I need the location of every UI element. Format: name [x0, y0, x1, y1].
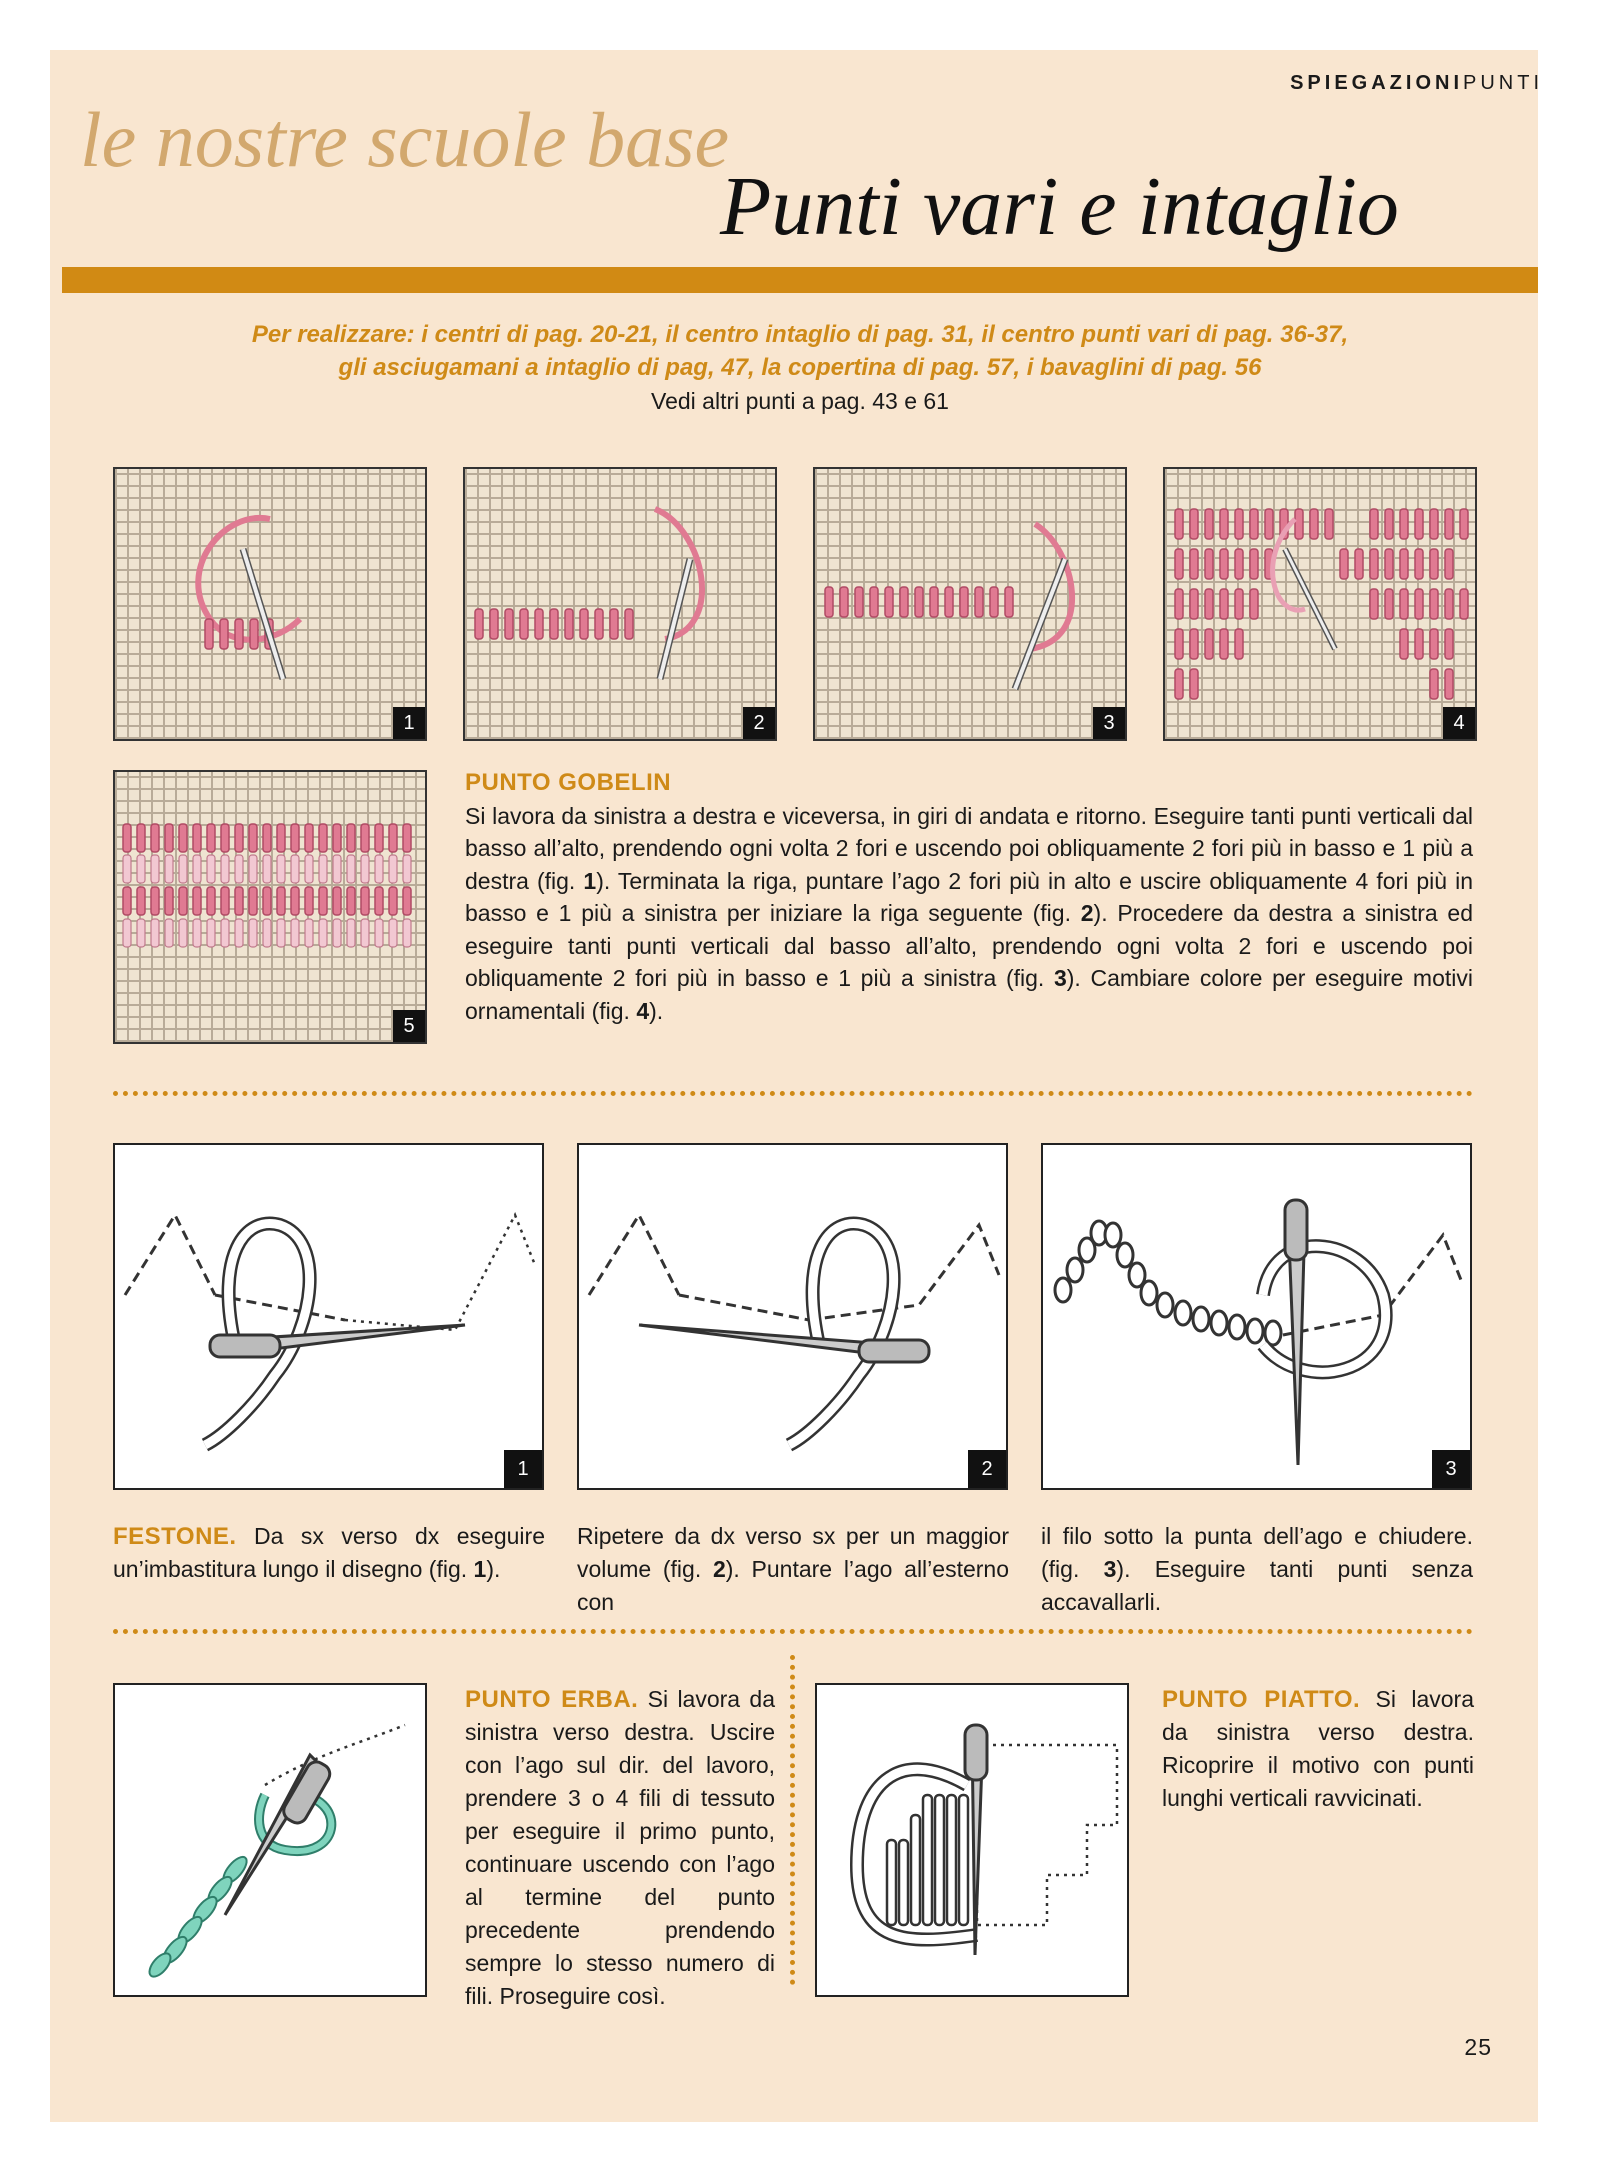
figure-number: 2 — [968, 1450, 1006, 1488]
gobelin-figure-3 — [813, 467, 1127, 741]
figure-number: 3 — [1093, 707, 1125, 739]
figure-number: 1 — [393, 707, 425, 739]
gobelin-figure-4 — [1163, 467, 1477, 741]
figure-number: 3 — [1432, 1450, 1470, 1488]
festone-figure-2 — [577, 1143, 1008, 1490]
gobelin-figure-1 — [113, 467, 427, 741]
erba-heading: PUNTO ERBA. — [465, 1686, 639, 1713]
page-number: 25 — [1464, 2034, 1492, 2060]
piatto-figure — [815, 1683, 1129, 1997]
divider — [113, 1091, 1473, 1096]
figure-number: 4 — [1443, 707, 1475, 739]
festone-figure-1 — [113, 1143, 544, 1490]
title-bar — [62, 267, 1538, 293]
festone-text-col3: il filo sotto la punta dell’ago e chiudere. (fig. 3). Eseguire tanti punti senza accavallarli. — [1041, 1523, 1474, 1615]
projects-note: Per realizzare: i centri di pag. 20-21, il centro intaglio di pag. 31, il centro punti vari di pag. 36-37, gli asciugamani a intaglio di pag, 47, la copertina di pag. 57, i bavaglini di pag. 56 — [251, 321, 1349, 381]
section-label: SPIEGAZIONIPUNTI — [1290, 72, 1543, 94]
figure-number: 5 — [393, 1010, 425, 1042]
vertical-divider — [790, 1655, 795, 1985]
erba-section: PUNTO ERBA. Si lavora da sinistra verso destra. Uscire con l’ago sul dir. del lavoro, prendere 3 o 4 fili di tessuto per eseguire il primo punto, continuare uscendo con l’ago al termine del punto precedente prendendo sempre lo stesso numero di fili. Proseguire così. — [465, 1686, 775, 2009]
gobelin-heading: PUNTO GOBELIN — [465, 769, 672, 796]
figure-number: 1 — [504, 1450, 542, 1488]
festone-text-col2: Ripetere da dx verso sx per un maggior volume (fig. 2). Puntare l’ago all’esterno con — [577, 1523, 1009, 1615]
gobelin-section — [465, 767, 1473, 1027]
festone-figure-3 — [1041, 1143, 1472, 1490]
gobelin-figure-2 — [463, 467, 777, 741]
festone-heading: FESTONE. — [113, 1523, 237, 1550]
gobelin-text: Si lavora da sinistra a destra e viceversa, in giri di andata e ritorno. Eseguire tanti punti verticali dal basso all’alto, prendendo ogni volta 2 fori e uscendo poi obliquamente 2 fori più in basso e 1 più a destra (fig. 1). Terminata la riga, puntare l’ago 2 fori più in alto e uscire obliquamente 4 fori più in basso e 1 più a sinistra per iniziare la riga seguente (fig. 2). Procedere da destra a sinistra ed eseguire tanti punti verticali dal basso all’alto, prendendo ogni volta 2 fori e uscendo poi obliquamente 2 fori più in basso e 1 più a sinistra (fig. 3). Cambiare colore per eseguire motivi ornamentali (fig. 4). — [465, 802, 1474, 1024]
divider — [113, 1629, 1473, 1634]
erba-figure — [113, 1683, 427, 1997]
piatto-heading: PUNTO PIATTO. — [1162, 1686, 1361, 1713]
festone-text-col1: FESTONE. Da sx verso dx eseguire un’imbastitura lungo il disegno (fig. 1). — [113, 1523, 545, 1582]
see-also-note: Vedi altri punti a pag. 43 e 61 — [651, 388, 949, 414]
gobelin-figure-5 — [113, 770, 427, 1044]
piatto-section: PUNTO PIATTO. Si lavora da sinistra verso destra. Ricoprire il motivo con punti lunghi verticali ravvicinati. — [1162, 1686, 1475, 1811]
figure-number: 2 — [743, 707, 775, 739]
script-title: le nostre scuole base — [80, 96, 730, 183]
page-title: Punti vari e intaglio — [720, 160, 1399, 253]
